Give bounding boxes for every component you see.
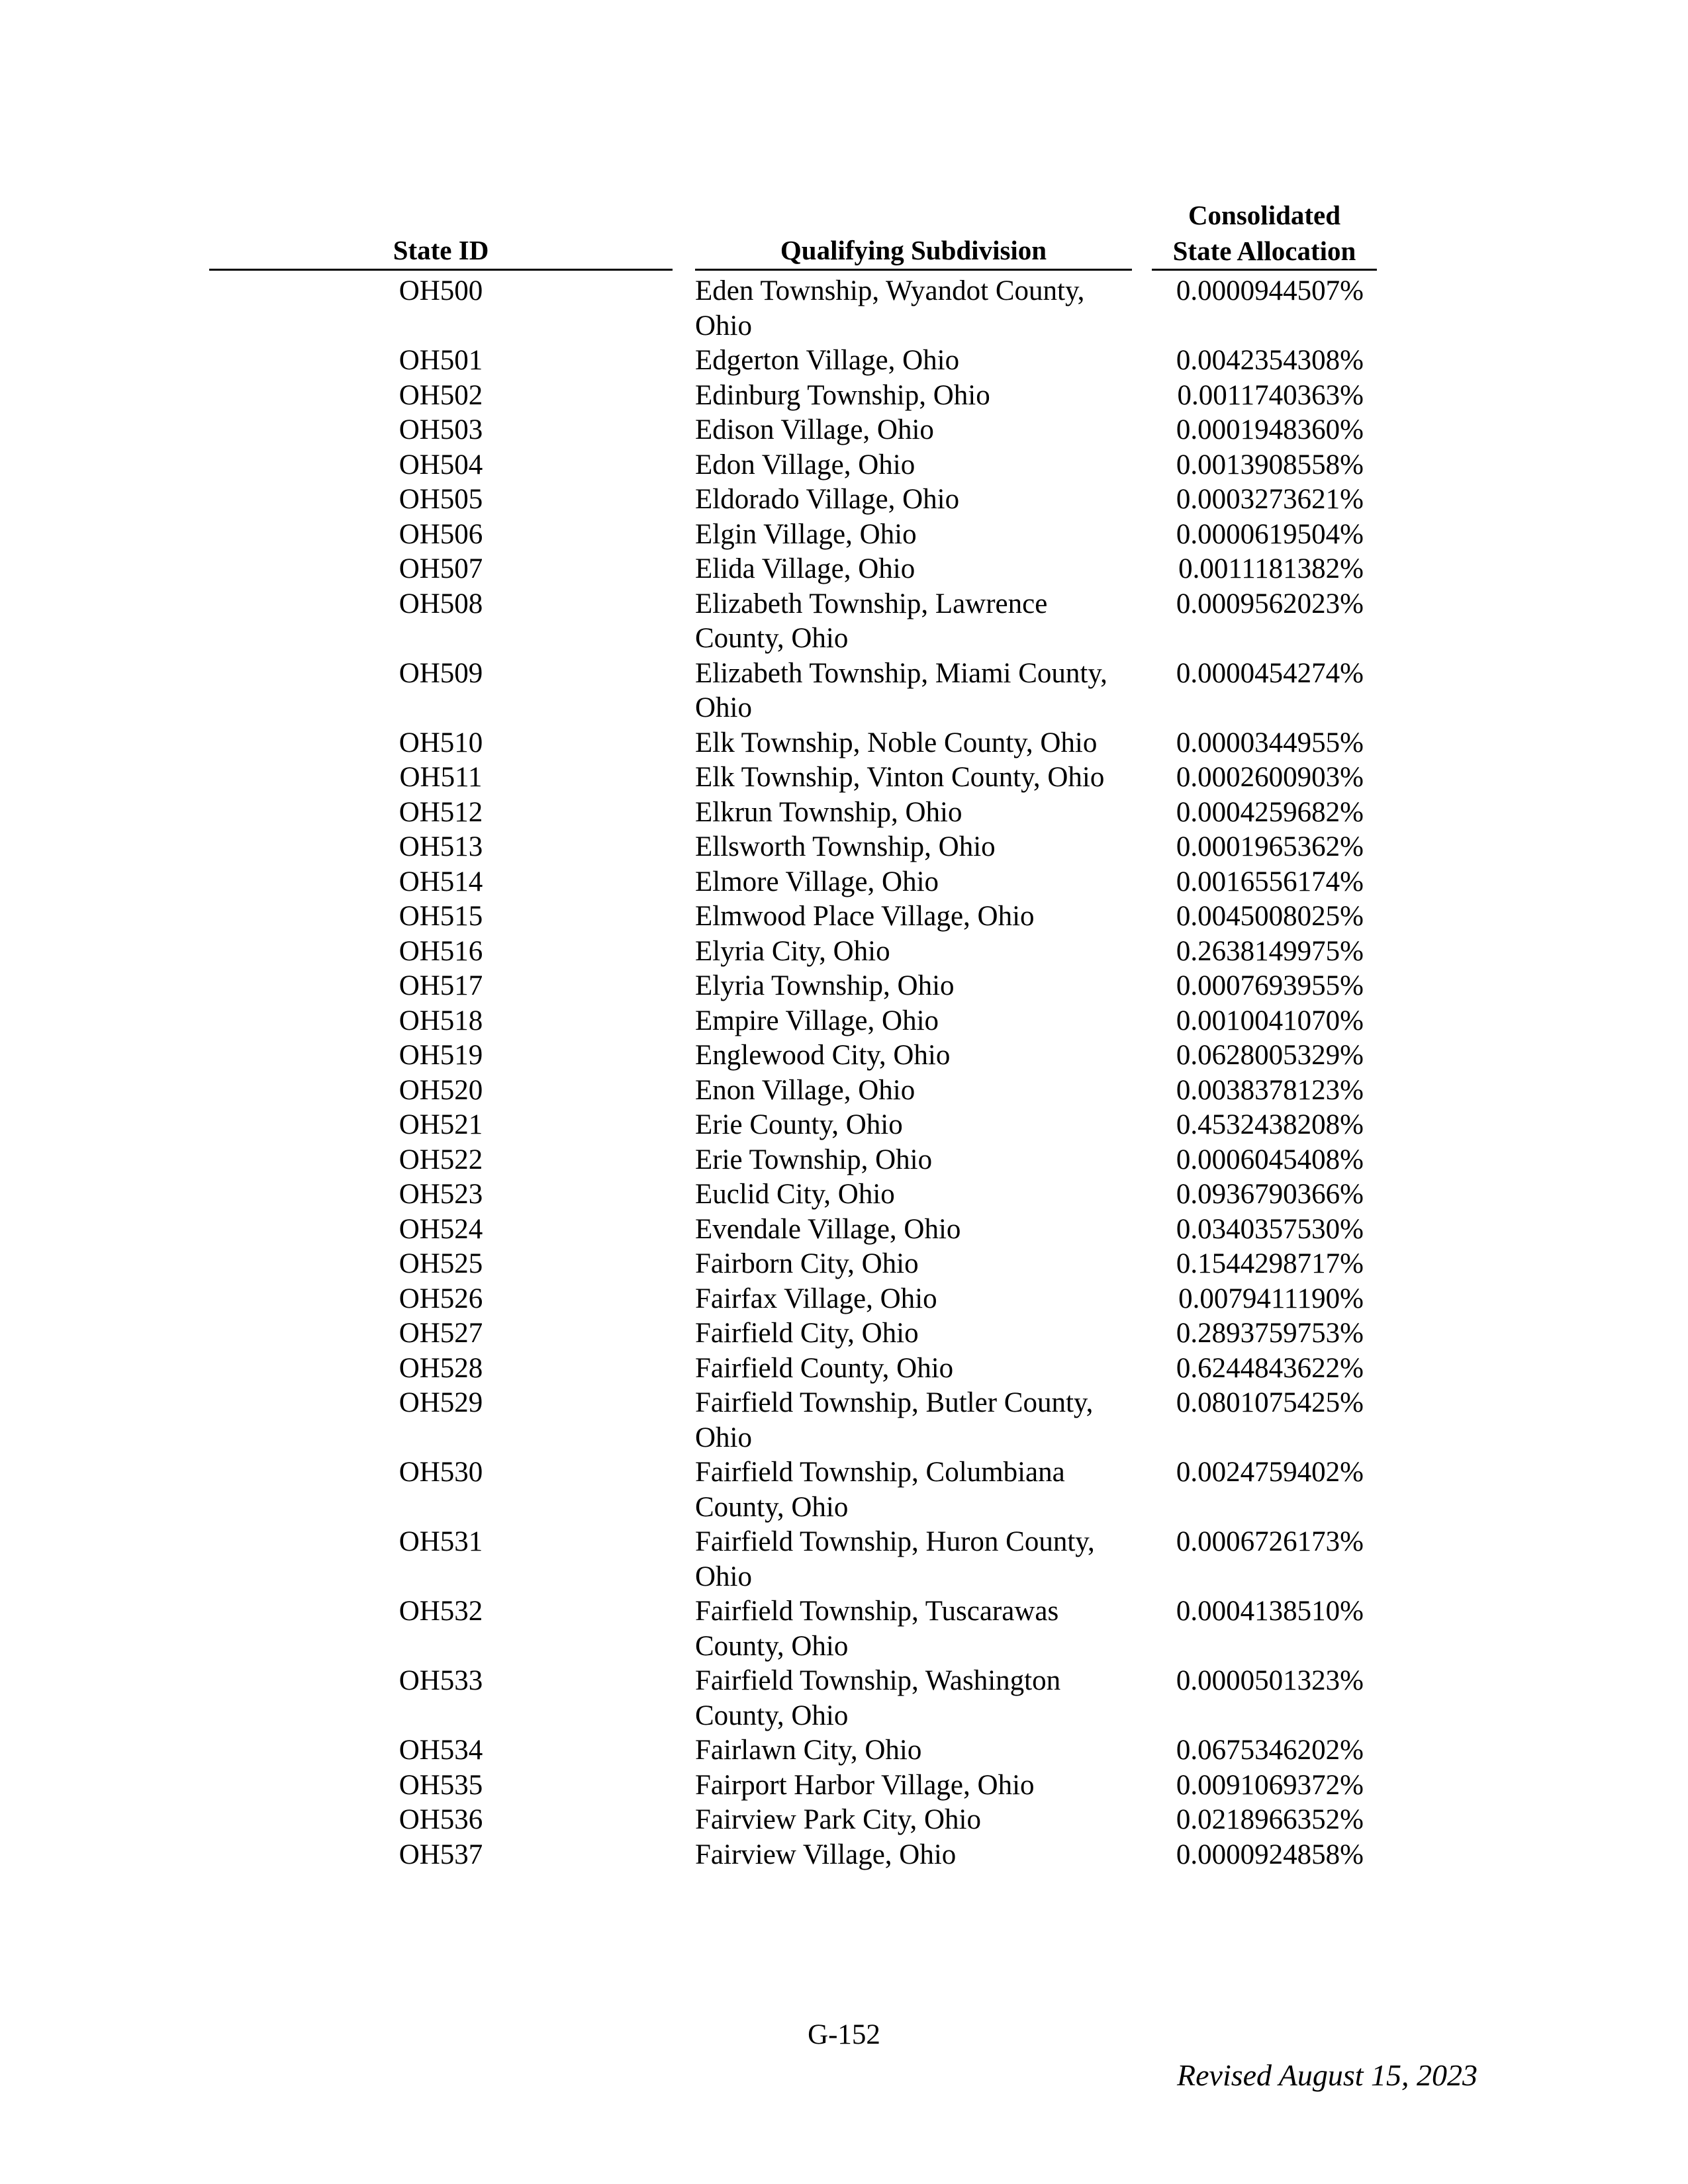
subdivision-cell: Fairfield Township, Washington County, Ohio [695, 1665, 1061, 1731]
subdivision-cell: Eden Township, Wyandot County, Ohio [695, 275, 1085, 341]
allocation-cell: 0.0079411190% [1178, 1283, 1364, 1314]
allocation-cell: 0.0007693955% [1176, 970, 1364, 1001]
revision-date: Revised August 15, 2023 [1177, 2058, 1477, 2092]
subdivision-cell: Fairborn City, Ohio [695, 1248, 919, 1279]
subdivision-cell: Fairview Park City, Ohio [695, 1804, 981, 1835]
subdivision-cell: Elyria City, Ohio [695, 935, 890, 967]
subdivision-cell: Englewood City, Ohio [695, 1040, 951, 1071]
subdivision-cell: Edon Village, Ohio [695, 449, 915, 480]
allocation-cell: 0.0218966352% [1176, 1804, 1364, 1835]
subdivision-cell: Elmwood Place Village, Ohio [695, 901, 1035, 932]
table-row [0, 1108, 1688, 1143]
state-id-cell: OH509 [399, 657, 483, 689]
table-row [0, 1038, 1688, 1073]
table-row [0, 552, 1688, 587]
subdivision-cell: Fairfield City, Ohio [695, 1318, 919, 1349]
allocation-cell: 0.0024759402% [1176, 1457, 1364, 1488]
state-id-cell: OH533 [399, 1665, 483, 1696]
table-row [0, 934, 1688, 970]
state-id-cell: OH516 [399, 935, 483, 967]
state-id-cell: OH500 [399, 275, 483, 306]
table-row [0, 726, 1688, 761]
table-row [0, 1143, 1688, 1178]
table-row [0, 1212, 1688, 1248]
state-id-header-rule [209, 269, 673, 271]
table-row [0, 482, 1688, 518]
table-row [0, 1177, 1688, 1212]
state-id-cell: OH514 [399, 866, 483, 897]
table-row [0, 1004, 1688, 1039]
allocation-cell: 0.0013908558% [1176, 449, 1364, 480]
table-row [0, 1455, 1688, 1525]
state-id-cell: OH502 [399, 379, 483, 411]
allocation-cell: 0.0011181382% [1178, 553, 1364, 584]
state-id-cell: OH534 [399, 1735, 483, 1766]
allocation-cell: 0.0038378123% [1176, 1074, 1364, 1106]
subdivision-cell: Elizabeth Township, Miami County, Ohio [695, 657, 1107, 723]
subdivision-cell: Fairfield Township, Columbiana County, Ohio [695, 1457, 1065, 1523]
subdivision-cell: Fairview Village, Ohio [695, 1839, 957, 1870]
allocation-cell: 0.0004259682% [1176, 796, 1364, 828]
allocation-cell: 0.0000619504% [1176, 518, 1364, 550]
state-id-cell: OH530 [399, 1457, 483, 1488]
subdivision-cell: Fairport Harbor Village, Ohio [695, 1769, 1035, 1801]
allocation-cell: 0.0801075425% [1176, 1387, 1364, 1418]
allocation-cell: 0.0042354308% [1176, 345, 1364, 376]
subdivision-cell: Elkrun Township, Ohio [695, 796, 962, 828]
subdivision-cell: Edinburg Township, Ohio [695, 379, 990, 411]
allocation-cell: 0.0628005329% [1176, 1040, 1364, 1071]
subdivision-cell: Eldorado Village, Ohio [695, 484, 960, 515]
table-row [0, 1073, 1688, 1109]
state-id-cell: OH521 [399, 1109, 483, 1140]
subdivision-cell: Evendale Village, Ohio [695, 1213, 961, 1245]
allocation-cell: 0.0001948360% [1176, 414, 1364, 445]
state-id-cell: OH506 [399, 518, 483, 550]
allocation-cell: 0.0936790366% [1176, 1179, 1364, 1210]
allocation-cell: 0.0091069372% [1176, 1769, 1364, 1801]
subdivision-cell: Fairlawn City, Ohio [695, 1735, 922, 1766]
state-id-cell: OH535 [399, 1769, 483, 1801]
subdivision-cell: Fairfield Township, Tuscarawas County, Ohio [695, 1596, 1059, 1662]
subdivision-cell: Elk Township, Vinton County, Ohio [695, 762, 1105, 793]
state-id-cell: OH513 [399, 831, 483, 862]
allocation-cell: 0.2893759753% [1176, 1318, 1364, 1349]
table-row [0, 343, 1688, 379]
state-id-cell: OH518 [399, 1005, 483, 1036]
state-id-cell: OH532 [399, 1596, 483, 1627]
subdivision-cell: Fairfield Township, Butler County, Ohio [695, 1387, 1094, 1453]
allocation-cell: 0.1544298717% [1176, 1248, 1364, 1279]
state-id-cell: OH503 [399, 414, 483, 445]
state-id-cell: OH522 [399, 1144, 483, 1175]
subdivision-cell: Edison Village, Ohio [695, 414, 934, 445]
allocation-cell: 0.6244843622% [1176, 1352, 1364, 1384]
allocation-cell: 0.4532438208% [1176, 1109, 1364, 1140]
state-id-cell: OH523 [399, 1179, 483, 1210]
allocation-cell: 0.0340357530% [1176, 1213, 1364, 1245]
allocation-cell: 0.0000501323% [1176, 1665, 1364, 1696]
table-row [0, 448, 1688, 483]
allocation-cell: 0.0006045408% [1176, 1144, 1364, 1175]
allocation-cell: 0.0001965362% [1176, 831, 1364, 862]
allocation-cell: 0.0045008025% [1176, 901, 1364, 932]
allocation-cell: 0.0000454274% [1176, 657, 1364, 689]
subdivision-cell: Erie Township, Ohio [695, 1144, 933, 1175]
table-row [0, 1803, 1688, 1838]
table-row [0, 274, 1688, 343]
table-row [0, 1351, 1688, 1387]
allocation-cell: 0.0003273621% [1176, 484, 1364, 515]
table-row [0, 830, 1688, 865]
table-row [0, 899, 1688, 934]
table-row [0, 587, 1688, 657]
state-id-cell: OH520 [399, 1074, 483, 1106]
state-id-cell: OH529 [399, 1387, 483, 1418]
allocation-cell: 0.0000344955% [1176, 727, 1364, 758]
state-id-cell: OH508 [399, 588, 483, 619]
table-row [0, 379, 1688, 414]
table-row [0, 1594, 1688, 1664]
table-row [0, 1838, 1688, 1873]
state-id-cell: OH527 [399, 1318, 483, 1349]
state-id-cell: OH526 [399, 1283, 483, 1314]
table-row [0, 760, 1688, 796]
subdivision-cell: Elk Township, Noble County, Ohio [695, 727, 1098, 758]
subdivision-cell: Ellsworth Township, Ohio [695, 831, 996, 862]
allocation-cell: 0.0675346202% [1176, 1735, 1364, 1766]
allocation-cell: 0.0009562023% [1176, 588, 1364, 619]
subdivision-cell: Euclid City, Ohio [695, 1179, 895, 1210]
subdivision-cell: Erie County, Ohio [695, 1109, 903, 1140]
state-id-header: State ID [393, 235, 489, 265]
allocation-table [0, 274, 1688, 1872]
state-id-cell: OH512 [399, 796, 483, 828]
table-row [0, 865, 1688, 900]
subdivision-cell: Edgerton Village, Ohio [695, 345, 960, 376]
subdivision-cell: Enon Village, Ohio [695, 1074, 915, 1106]
state-id-cell: OH536 [399, 1804, 483, 1835]
subdivision-cell: Elyria Township, Ohio [695, 970, 955, 1001]
table-row [0, 1768, 1688, 1803]
subdivision-cell: Elida Village, Ohio [695, 553, 915, 584]
table-row [0, 1247, 1688, 1282]
subdivision-header-rule [695, 269, 1132, 271]
allocation-cell: 0.2638149975% [1176, 935, 1364, 967]
table-row [0, 1525, 1688, 1594]
allocation-header [1152, 197, 1377, 269]
allocation-header-rule [1152, 269, 1377, 271]
state-id-cell: OH517 [399, 970, 483, 1001]
allocation-header-line-2: State Allocation [1172, 236, 1356, 266]
state-id-cell: OH528 [399, 1352, 483, 1384]
state-id-cell: OH537 [399, 1839, 483, 1870]
table-row [0, 1386, 1688, 1455]
subdivision-cell: Fairfield County, Ohio [695, 1352, 954, 1384]
state-id-cell: OH505 [399, 484, 483, 515]
state-id-cell: OH524 [399, 1213, 483, 1245]
subdivision-cell: Fairfield Township, Huron County, Ohio [695, 1526, 1095, 1592]
allocation-cell: 0.0006726173% [1176, 1526, 1364, 1557]
allocation-cell: 0.0000924858% [1176, 1839, 1364, 1870]
state-id-cell: OH515 [399, 901, 483, 932]
subdivision-cell: Elmore Village, Ohio [695, 866, 939, 897]
state-id-cell: OH504 [399, 449, 483, 480]
table-row [0, 969, 1688, 1004]
subdivision-cell: Empire Village, Ohio [695, 1005, 939, 1036]
page-number: G-152 [808, 2019, 880, 2050]
subdivision-cell: Fairfax Village, Ohio [695, 1283, 937, 1314]
table-row [0, 1282, 1688, 1317]
state-id-cell: OH511 [399, 762, 483, 793]
state-id-cell: OH525 [399, 1248, 483, 1279]
subdivision-header: Qualifying Subdivision [780, 235, 1047, 265]
allocation-cell: 0.0004138510% [1176, 1596, 1364, 1627]
table-row [0, 1733, 1688, 1768]
table-row [0, 657, 1688, 726]
state-id-cell: OH501 [399, 345, 483, 376]
allocation-cell: 0.0016556174% [1176, 866, 1364, 897]
state-id-cell: OH519 [399, 1040, 483, 1071]
allocation-cell: 0.0010041070% [1176, 1005, 1364, 1036]
table-row [0, 796, 1688, 831]
allocation-cell: 0.0000944507% [1176, 275, 1364, 306]
allocation-cell: 0.0002600903% [1176, 762, 1364, 793]
table-row [0, 518, 1688, 553]
state-id-cell: OH510 [399, 727, 483, 758]
allocation-header-line-1: Consolidated [1188, 200, 1341, 230]
table-row [0, 1316, 1688, 1351]
state-id-cell: OH531 [399, 1526, 483, 1557]
table-row [0, 413, 1688, 448]
table-row [0, 1664, 1688, 1733]
subdivision-cell: Elizabeth Township, Lawrence County, Ohio [695, 588, 1048, 654]
state-id-cell: OH507 [399, 553, 483, 584]
allocation-cell: 0.0011740363% [1177, 379, 1364, 411]
subdivision-cell: Elgin Village, Ohio [695, 518, 917, 550]
